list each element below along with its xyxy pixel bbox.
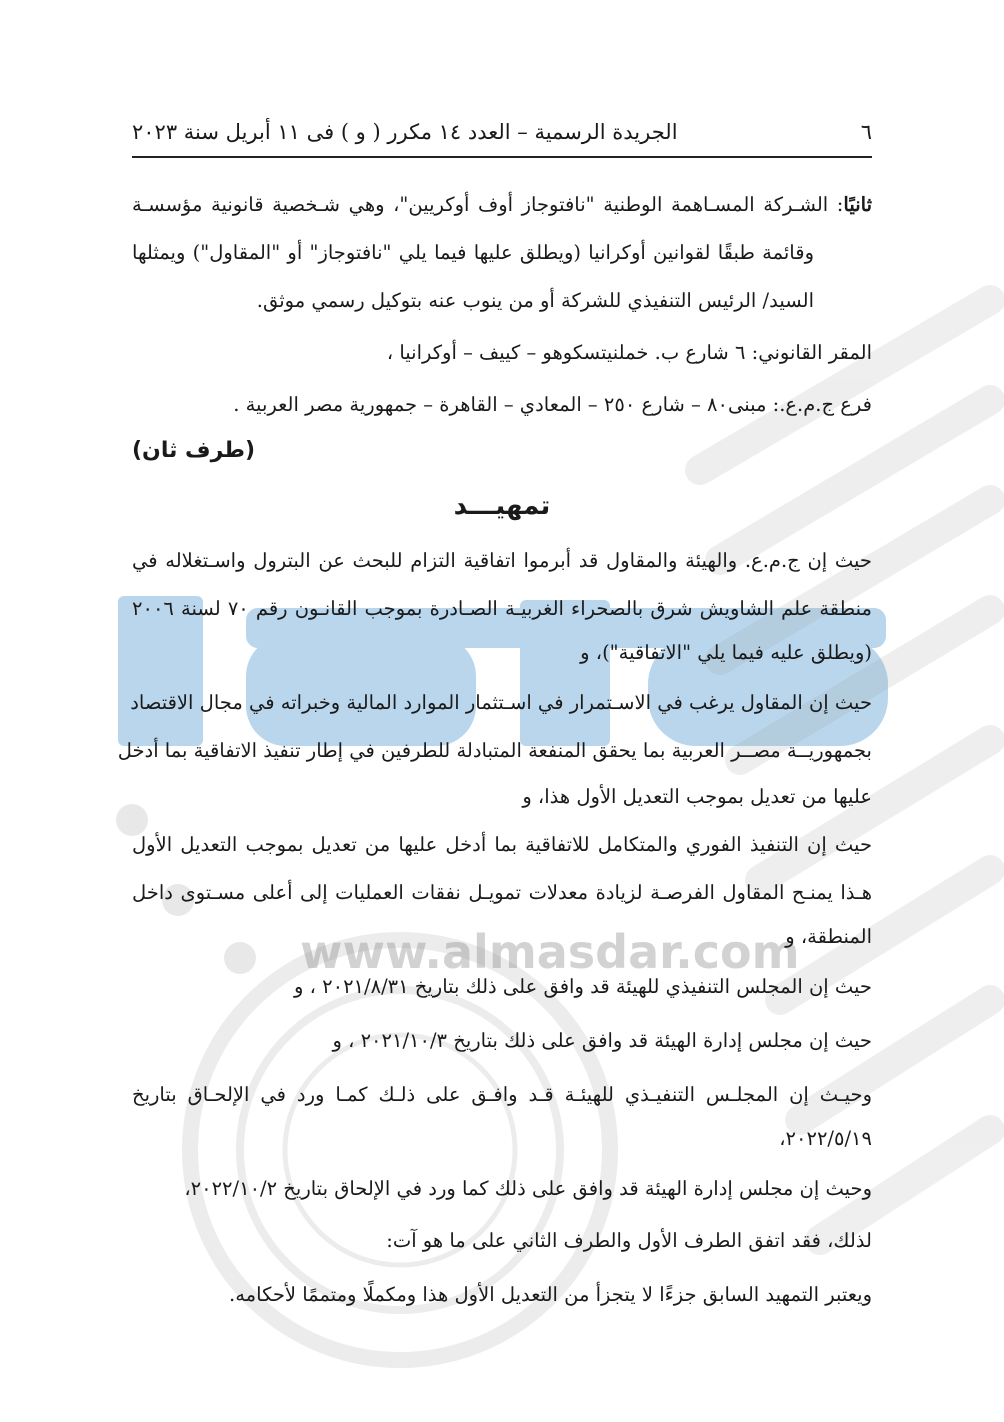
- party-tag: (طرف ثان): [132, 438, 256, 463]
- second-party-line-2: وقائمة طبقًا لقوانين أوكرانيا (ويطلق عليها فيما يلي "نافتوجاز" أو "المقاول") ويمثلها: [132, 241, 814, 264]
- preamble-line-15: لذلك، فقد اتفق الطرف الأول والطرف الثاني على ما هو آت:: [386, 1229, 872, 1252]
- preamble-line-5: بجمهوريــة مصــر العربية بما يحقق المنفعة المتبادلة للطرفين في إطار تنفيذ الاتفاقية بما أدخل: [117, 739, 872, 762]
- second-party-label: ثانيًا: [843, 193, 872, 216]
- second-party-line-5: فرع ج.م.ع.: مبنى٨٠ – شارع ٢٥٠ – المعادي – القاهرة – جمهورية مصر العربية .: [233, 393, 872, 416]
- second-party-line-4: المقر القانوني: ٦ شارع ب. خملنيتسكوهو – كييف – أوكرانيا ،: [386, 341, 872, 364]
- preamble-line-3: (ويطلق عليه فيما يلي "الاتفاقية")، و: [580, 641, 872, 664]
- preamble-line-1: حيث إن ج.م.ع. والهيئة والمقاول قد أبرموا اتفاقية التزام للبحث عن البترول واسـتغلاله في: [132, 549, 872, 572]
- page-number: ٦: [860, 120, 872, 144]
- second-party-line-1: [132, 190, 872, 220]
- preamble-line-13: ٢٠٢٢/٥/١٩،: [779, 1127, 872, 1150]
- preamble-title: تمهيـــد: [453, 491, 551, 521]
- header-rule: [132, 156, 872, 158]
- preamble-line-16: ويعتبر التمهيد السابق جزءًا لا يتجزأ من التعديل الأول هذا ومكملًا ومتممًا لأحكامه.: [229, 1283, 872, 1306]
- preamble-line-6: عليها من تعديل بموجب التعديل الأول هذا، و: [522, 785, 872, 808]
- second-party-line-3: السيد/ الرئيس التنفيذي للشركة أو من ينوب عنه بتوكيل رسمي موثق.: [256, 289, 814, 312]
- preamble-line-4: حيث إن المقاول يرغب في الاسـتمرار في اسـتثمار الموارد المالية وخبراته في مجال الاقتصاد: [130, 691, 872, 714]
- preamble-line-8: هـذا يمنـح المقاول الفرصـة لزيادة معدلات تمويـل نفقات العمليات إلى أعلى مسـتوى داخل: [132, 881, 872, 904]
- second-party-text-1: : الشـركة المسـاهمة الوطنية "نافتوجاز أوف أوكريين"، وهي شـخصية قانونية مؤسسـة: [132, 193, 844, 216]
- preamble-line-2: منطقة علم الشاويش شرق بالصحراء الغربيـة الصـادرة بموجب القانـون رقم ٧٠ لسنة ٢٠٠٦: [132, 597, 872, 620]
- preamble-line-10: حيث إن المجلس التنفيذي للهيئة قد وافق على ذلك بتاريخ ٢٠٢١/٨/٣١ ، و: [294, 975, 872, 998]
- preamble-line-11: حيث إن مجلس إدارة الهيئة قد وافق على ذلك بتاريخ ٢٠٢١/١٠/٣ ، و: [332, 1029, 872, 1052]
- gazette-issue-line: الجريدة الرسمية – العدد ١٤ مكرر ( و ) فى ١١ أبريل سنة ٢٠٢٣: [132, 120, 678, 144]
- preamble-line-14: وحيث إن مجلس إدارة الهيئة قد وافق على ذلك كما ورد في الإلحاق بتاريخ ٢٠٢٢/١٠/٢،: [184, 1177, 872, 1200]
- preamble-line-7: حيث إن التنفيذ الفوري والمتكامل للاتفاقية بما أدخل عليها من تعديل بموجب التعديل الأول: [132, 833, 872, 856]
- watermark-url: www.almasdar.com: [300, 925, 800, 979]
- preamble-line-9: المنطقة، و: [785, 925, 872, 948]
- page-header: [132, 112, 872, 152]
- preamble-line-12: وحيـث إن المجلـس التنفيـذي للهيئـة قـد وافـق على ذلـك كمـا ورد في الإلحـاق بتاريخ: [132, 1083, 872, 1106]
